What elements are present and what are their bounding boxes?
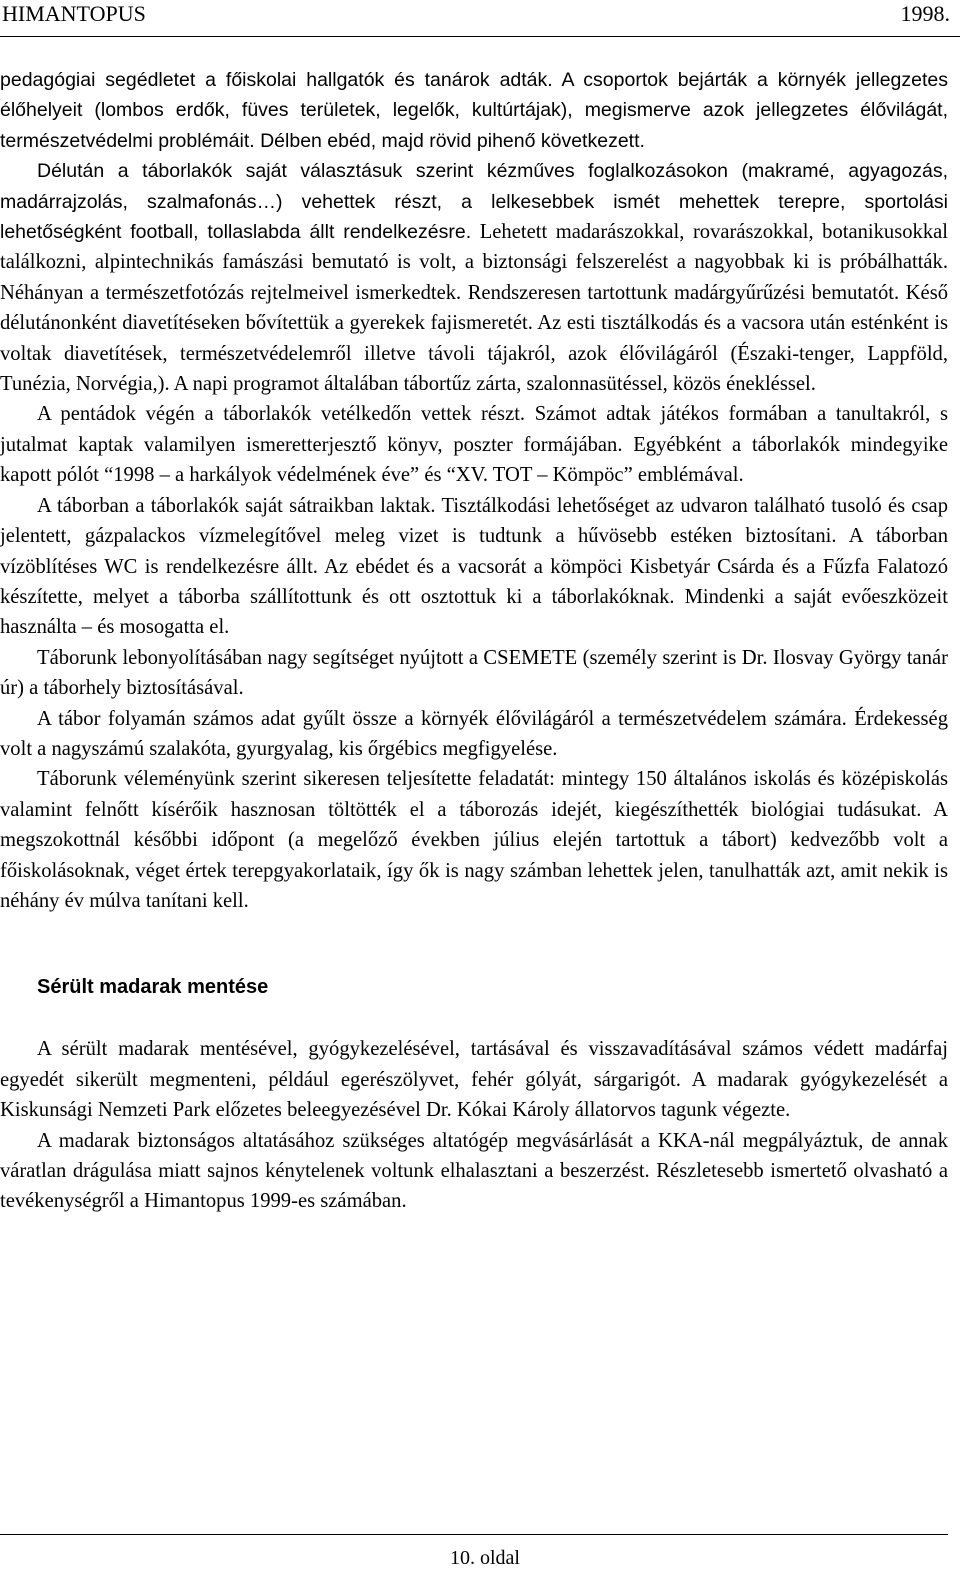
running-header	[0, 0, 960, 37]
paragraph-observations: A tábor folyamán számos adat gyűlt össze a környék élővilágáról a természetvédelem számára. Érdekesség volt a nagyszámú szalakóta, gyurgyalag, kis őrgébics megfigyelése.	[0, 707, 948, 760]
paragraph-afternoon-rest: Lehetett madarászokkal, rovarászokkal, botanikusokkal találkozni, alpintechnikás famászási bemutató is volt, a biztonsági felszerelést a nagyobbak ki is próbálhatták. Néhányan a természetfotózás rejtelmeivel ismerkedtek. Rendszeresen tartottunk madárgyűrűzési bemutatót. Késő délutánonként diavetítéseken bővítettük a gyerekek fajismeretét. Az esti tisztálkodás és a vacsora után esténként is voltak diavetítések, természetvédelemről illetve távoli tájakról, azok élővilágáról (Északi-tenger, Lappföld, Tunézia, Norvégia,). A napi programot általában tábortűz zárta, szalonnasütéssel, közös énekléssel.	[0, 221, 948, 396]
page-footer	[0, 1546, 948, 1570]
paragraph-csemete: Táborunk lebonyolításában nagy segítséget nyújtott a CSEMETE (személy szerint is Dr. Ilosvay György tanár úr) a táborhely biztosításával.	[0, 646, 948, 700]
paragraph-summary: Táborunk véleményünk szerint sikeresen teljesítette feladatát: mintegy 150 általános iskolás és középiskolás valamint felnőtt kísérőik hasznosan töltötték el a táborozás idejét, kiegészíthették biológiai tudásukat. A megszokottnál későbbi időpont (a megelőző években július elején tartottuk a tábort) kedvezőbb volt a főiskolásoknak, véget értek terepgyakorlataik, így ők is nagy számban lehettek jelen, tanulhatták azt, amit nekik is néhány év múlva tanítani kell.	[0, 768, 948, 912]
paragraph-pentads: A pentádok végén a táborlakók vetélkedőn vettek részt. Számot adtak játékos formában a tanultakról, s jutalmat kaptak valamilyen ismeretterjesztő könyv, poszter formájában. Egyébként a táborlakók mindegyike kapott pólót “1998 – a harkályok védelmének éve” és “XV. TOT – Kömpöc” emblémával.	[0, 403, 948, 487]
paragraph-accommodation: A táborban a táborlakók saját sátraikban laktak. Tisztálkodási lehetőséget az udvaron található tusoló és csap jelentett, gázpalackos vízmelegítővel meleg vizet is tudtunk a hűvösebb estéken biztosítani. A táborban vízöblítéses WC is rendelkezésre állt. Az ebédet és a vacsorát a kömpöci Kisbetyár Csárda és a Fűzfa Falatozó készítette, melyet a táborba szállítottunk és ott osztottuk ki a táborlakóknak. Mindenki a saját evőeszközeit használta – és mosogatta el.	[0, 494, 948, 639]
footer-divider	[0, 1534, 948, 1535]
paragraph-rescue: A sérült madarak mentésével, gyógykezelésével, tartásával és visszavadításával számos védett madárfaj egyedét sikerült megmenteni, például egerészölyvet, fehér gólyát, sárgarigót. A madarak gyógykezelését a Kiskunsági Nemzeti Park előzetes beleegyezésével Dr. Kókai Károly állatorvos tagunk végezte.	[0, 1038, 948, 1122]
page-number: 10. oldal	[450, 1547, 520, 1569]
section-heading: Sérült madarak mentése	[37, 976, 269, 999]
paragraph-afternoon-lead: Délután a táborlakók saját választásuk szerint kézműves foglalkozásokon (makramé, agyagozás, madárrajzolás, szalmafonás…) vehettek részt, a lelkesebbek ismét mehettek terepre, sportolási lehetőségként football, tollaslabda állt rendelkezésre.	[0, 160, 948, 244]
document-body	[0, 65, 948, 1217]
paragraph-afternoon	[0, 156, 948, 399]
journal-year: 1998.	[900, 1, 950, 26]
paragraph-continuation: pedagógiai segédletet a főiskolai hallgatók és tanárok adták. A csoportok bejárták a környék jellegzetes élőhelyeit (lombos erdők, füves területek, legelők, kultúrtájak), megismerve azok jellegzetes élővilágát, természetvédelmi problémáit. Délben ebéd, majd rövid pihenő következett.	[0, 69, 948, 152]
journal-title: HIMANTOPUS	[2, 1, 146, 26]
paragraph-anesthesia: A madarak biztonságos altatásához szükséges altatógép megvásárlását a KKA-nál megpályáztuk, de annak váratlan drágulása miatt sajnos kénytelenek voltunk elhalasztani a beszerzést. Részletesebb ismertető olvasható a tevékenységről a Himantopus 1999-es számában.	[0, 1129, 948, 1213]
